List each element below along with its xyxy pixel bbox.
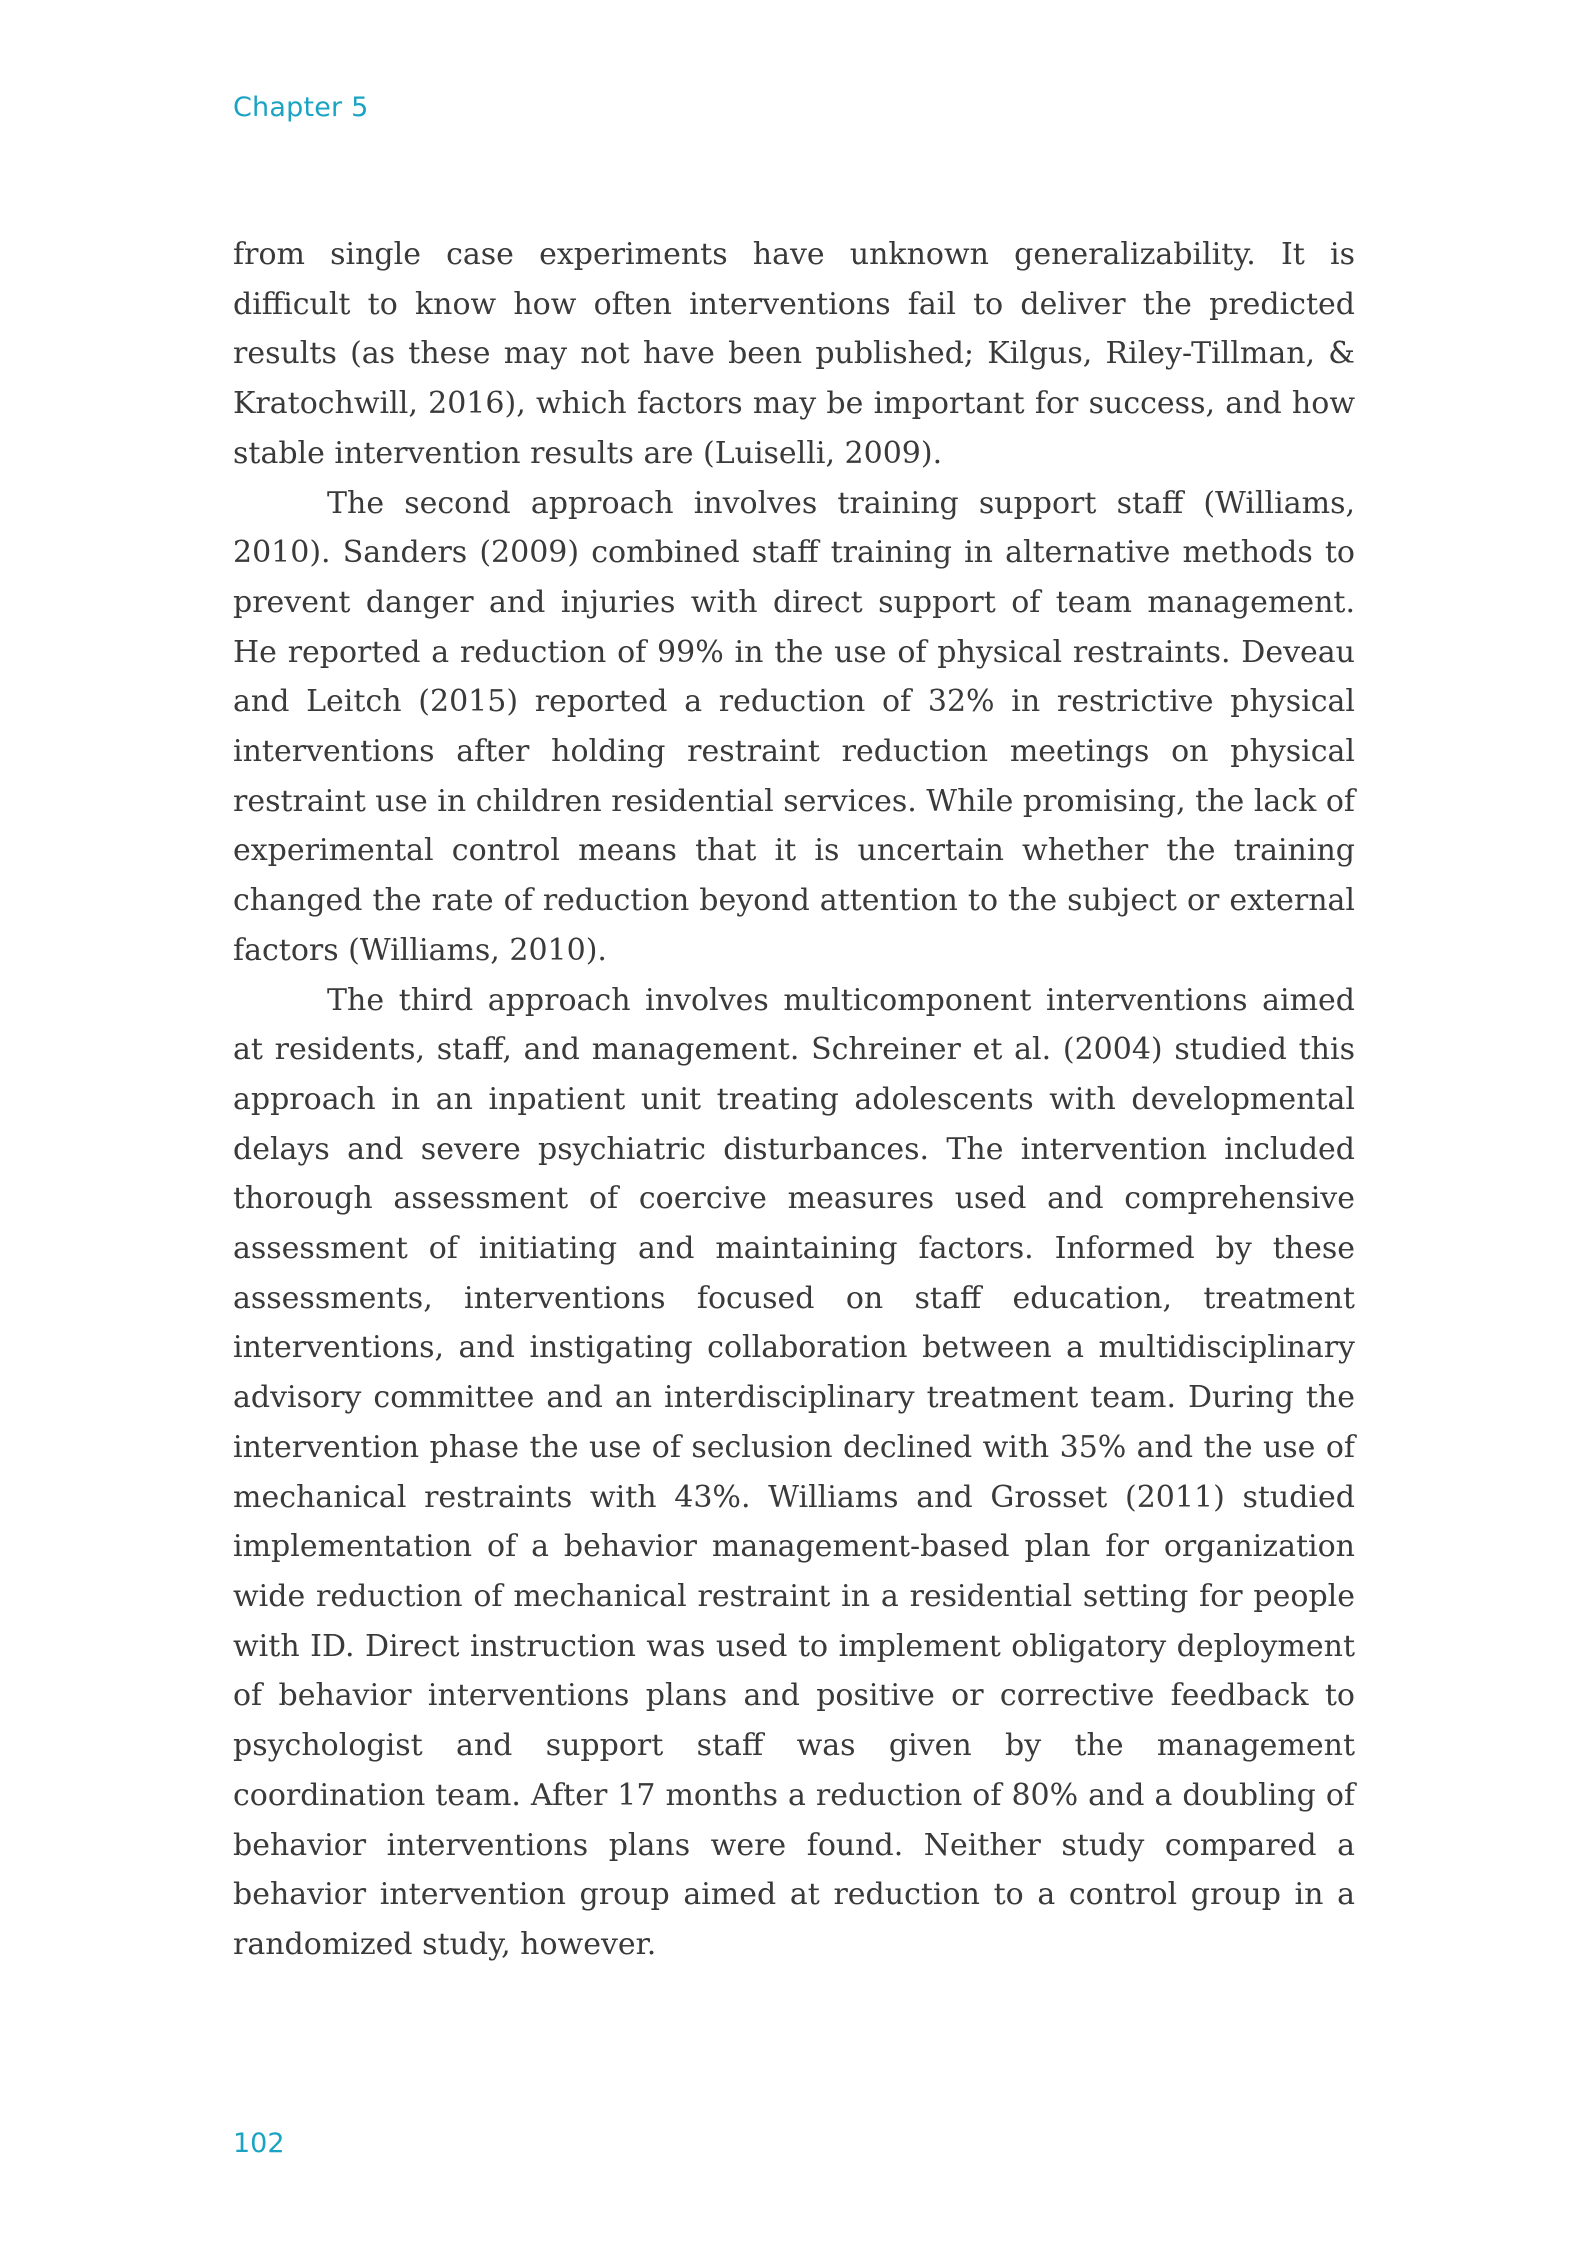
chapter-running-head: Chapter 5 [233, 92, 369, 123]
body-text [233, 230, 1355, 1970]
paragraph-2: The second approach involves training support staff (Williams, 2010). Sanders (2009) combined staff training in alternative methods to prevent danger and injuries with direct support of team management. He reported a reduction of 99% in the use of physical restraints. Deveau and Leitch (2015) reported a reduction of 32% in restrictive physical interventions after holding restraint reduction meetings on physical restraint use in children residential services. While promising, the lack of experimental control means that it is uncertain whether the training changed the rate of reduction beyond attention to the subject or external factors (Williams, 2010). [233, 485, 1355, 968]
page-number: 102 [233, 2128, 285, 2159]
paragraph-3: The third approach involves multicomponent interventions aimed at residents, staff, and management. Schreiner et al. (2004) studied this approach in an inpatient unit treating adolescents with developmental delays and severe psychiatric disturbances. The intervention included thorough assessment of coercive measures used and comprehensive assessment of initiating and maintaining factors. Informed by these assessments, interventions focused on staff education, treatment interventions, and instigating collaboration between a multidisciplinary advisory committee and an interdisciplinary treatment team. During the intervention phase the use of seclusion declined with 35% and the use of mechanical restraints with 43%. Williams and Grosset (2011) studied implementation of a behavior management-based plan for organization wide reduction of mechanical restraint in a residential setting for people with ID. Direct instruction was used to implement obligatory deployment of behavior interventions plans and positive or corrective feedback to psychologist and support staff was given by the management coordination team. After 17 months a reduction of 80% and a doubling of behavior interventions plans were found. Neither study compared a behavior intervention group aimed at reduction to a control group in a randomized study, however. [233, 982, 1355, 1962]
paragraph-1: from single case experiments have unknown generalizability. It is difficult to know how often interventions fail to deliver the predicted results (as these may not have been published; Kilgus, Riley-Tillman, & Kratochwill, 2016), which factors may be important for success, and how stable intervention results are (Luiselli, 2009). [233, 237, 1355, 471]
